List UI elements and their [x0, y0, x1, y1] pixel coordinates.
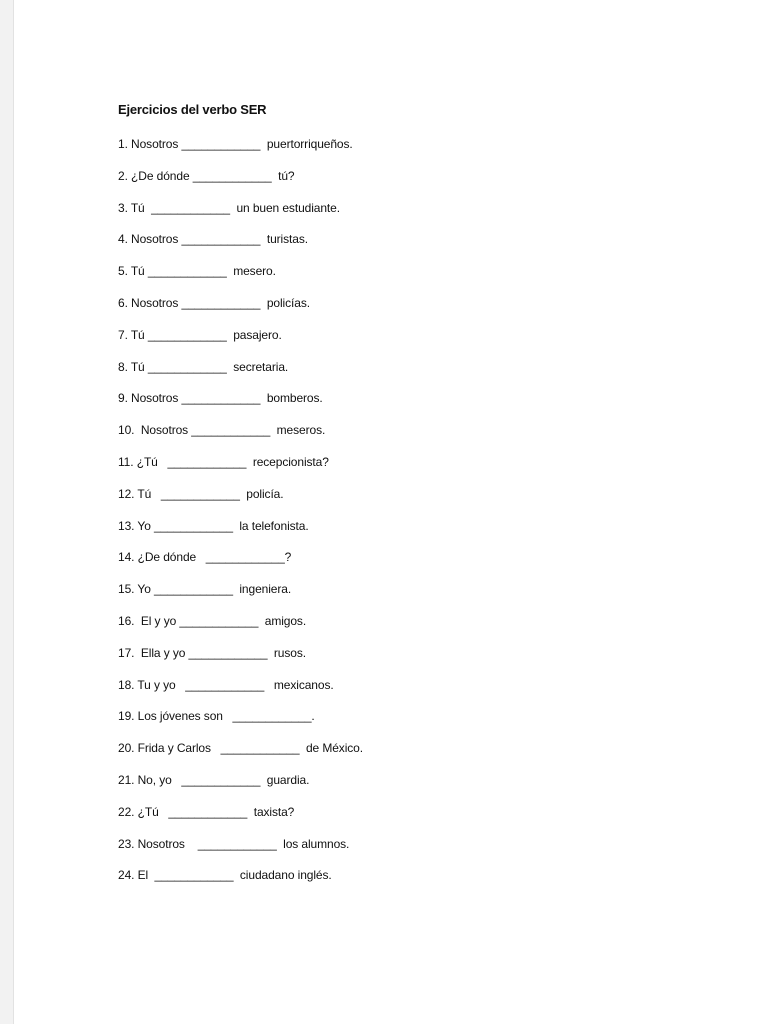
exercise-12: 12. Tú ____________ policía.: [118, 486, 284, 501]
worksheet-title: Ejercicios del verbo SER: [118, 102, 267, 117]
exercise-10: 10. Nosotros ____________ meseros.: [118, 423, 326, 438]
exercise-23: 23. Nosotros ____________ los alumnos.: [118, 836, 350, 851]
worksheet-page: [14, 0, 768, 1024]
exercise-24: 24. El ____________ ciudadano inglés.: [118, 868, 332, 883]
exercise-16: 16. El y yo ____________ amigos.: [118, 613, 307, 628]
exercise-13: 13. Yo ____________ la telefonista.: [118, 518, 309, 533]
exercise-3: 3. Tú ____________ un buen estudiante.: [118, 200, 340, 215]
exercise-5: 5. Tú ____________ mesero.: [118, 264, 276, 279]
exercise-9: 9. Nosotros ____________ bomberos.: [118, 391, 323, 406]
exercise-11: 11. ¿Tú ____________ recepcionista?: [118, 454, 329, 469]
exercise-2: 2. ¿De dónde ____________ tú?: [118, 168, 295, 183]
exercise-8: 8. Tú ____________ secretaria.: [118, 359, 289, 374]
exercise-14: 14. ¿De dónde ____________?: [118, 550, 292, 565]
exercise-21: 21. No, yo ____________ guardia.: [118, 772, 310, 787]
exercise-20: 20. Frida y Carlos ____________ de México.: [118, 741, 363, 756]
exercise-22: 22. ¿Tú ____________ taxista?: [118, 804, 295, 819]
exercise-1: 1. Nosotros ____________ puertorriqueños.: [118, 137, 353, 151]
exercise-6: 6. Nosotros ____________ policías.: [118, 295, 310, 310]
exercise-4: 4. Nosotros ____________ turistas.: [118, 232, 308, 247]
exercise-18: 18. Tu y yo ____________ mexicanos.: [118, 677, 334, 692]
exercise-7: 7. Tú ____________ pasajero.: [118, 327, 282, 342]
exercise-list: [118, 134, 363, 897]
exercise-19: 19. Los jóvenes son ____________.: [118, 709, 315, 724]
exercise-17: 17. Ella y yo ____________ rusos.: [118, 645, 306, 660]
exercise-15: 15. Yo ____________ ingeniera.: [118, 582, 292, 597]
